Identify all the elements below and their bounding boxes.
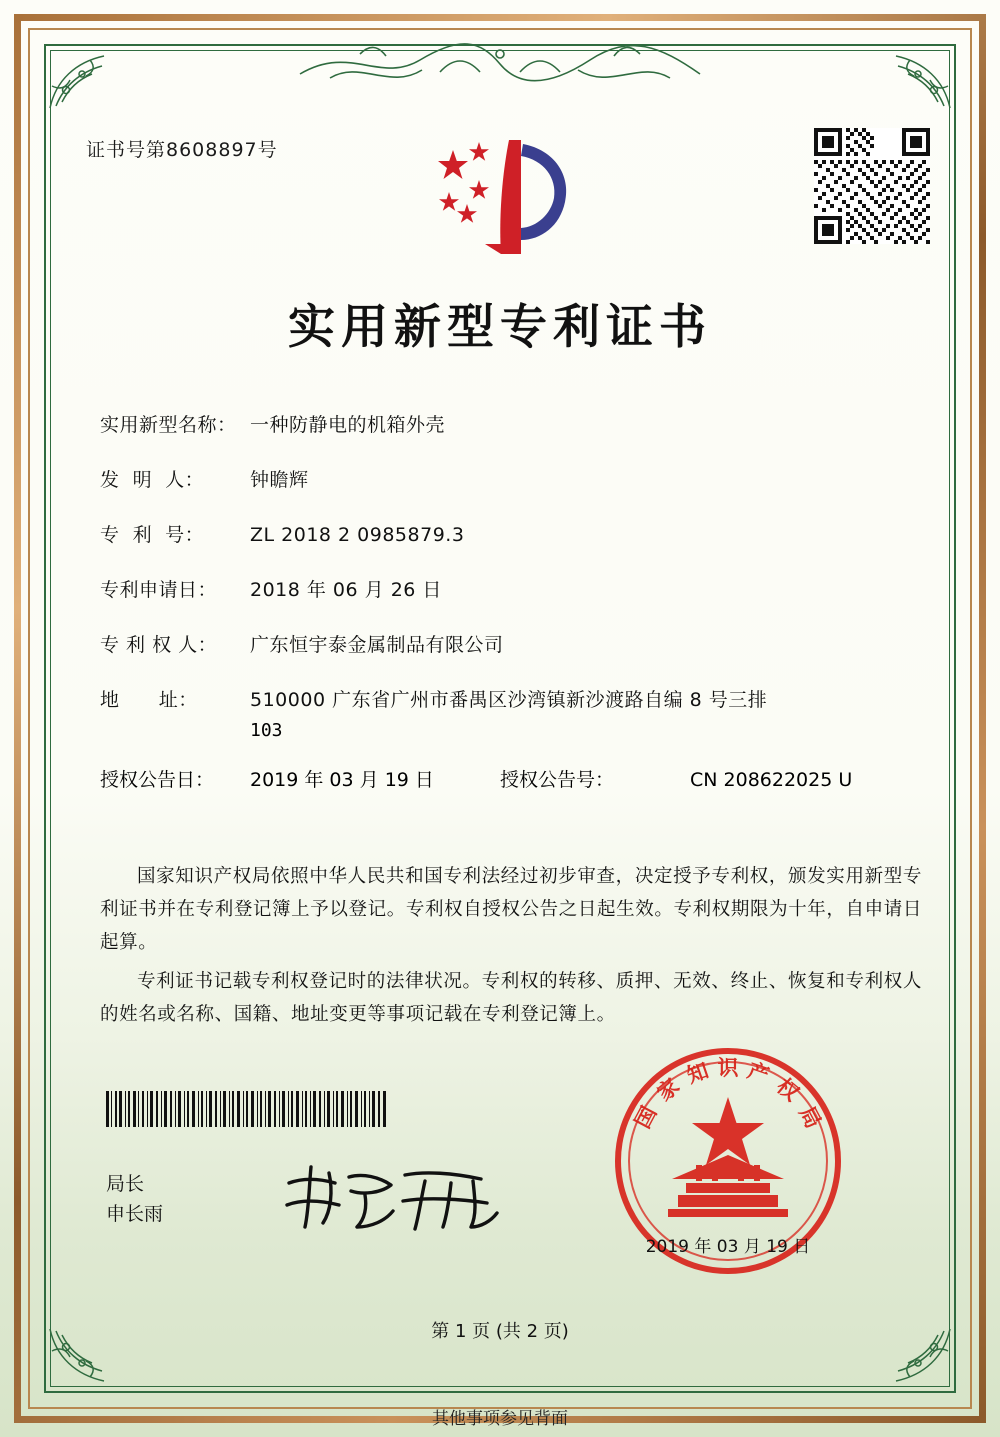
field-value: 广东恒宇泰金属制品有限公司 (250, 634, 504, 656)
field-row-address (100, 685, 920, 712)
svg-text:国: 国 (630, 1102, 662, 1133)
page-title: 实用新型专利证书 (288, 300, 712, 355)
director-name: 申长雨 (106, 1203, 164, 1225)
field-value: 2018 年 06 月 26 日 (250, 579, 442, 601)
grant-number-label: 授权公告号： (500, 769, 615, 791)
svg-text:权: 权 (772, 1073, 804, 1106)
field-address-continuation: 103 (250, 720, 283, 741)
director-block (106, 1169, 163, 1229)
director-signature (275, 1157, 515, 1237)
field-row-inventor (100, 465, 920, 492)
seal-date: 2019 年 03 月 19 日 (645, 1237, 811, 1257)
svg-text:家: 家 (652, 1073, 684, 1106)
svg-text:识: 识 (717, 1056, 739, 1080)
svg-text:产: 产 (744, 1058, 773, 1088)
svg-text:局: 局 (794, 1102, 826, 1133)
field-label: 实用新型名称： (100, 414, 237, 436)
certificate-content (60, 60, 940, 1377)
field-label: 地 址： (100, 689, 198, 711)
field-row-grant (100, 765, 920, 792)
director-role-label: 局长 (106, 1173, 145, 1195)
svg-text:知: 知 (683, 1058, 712, 1088)
grant-number-value: CN 208622025 U (690, 769, 853, 791)
qr-code (814, 128, 930, 244)
field-row-name (100, 410, 920, 437)
page-number: 第 1 页 (共 2 页) (431, 1321, 569, 1342)
legal-text-block (100, 860, 922, 1037)
field-value: 510000 广东省广州市番禺区沙湾镇新沙渡路自编 8 号三排 (250, 689, 768, 711)
field-row-patentee (100, 630, 920, 657)
field-label: 专 利 号： (100, 524, 205, 546)
field-label: 专利申请日： (100, 579, 218, 601)
legal-paragraph-1: 国家知识产权局依照中华人民共和国专利法经过初步审查，决定授予专利权，颁发实用新型专利证书并在专利登记簿上予以登记。专利权自授权公告之日起生效。专利权期限为十年，自申请日起算。 (100, 866, 922, 953)
field-value: ZL 2018 2 0985879.3 (250, 524, 465, 546)
field-label: 专 利 权 人： (100, 634, 218, 656)
field-value: 钟瞻辉 (250, 469, 309, 491)
footer-note: 其他事项参见背面 (432, 1409, 568, 1429)
field-row-patent-number (100, 520, 920, 547)
field-label: 发 明 人： (100, 469, 205, 491)
grant-date-label: 授权公告日： (100, 769, 215, 791)
field-value: 一种防静电的机箱外壳 (250, 414, 446, 436)
cnipa-logo-icon (405, 132, 595, 262)
grant-date-value: 2019 年 03 月 19 日 (250, 769, 434, 791)
legal-paragraph-2: 专利证书记载专利权登记时的法律状况。专利权的转移、质押、无效、终止、恢复和专利权人的姓名或名称、国籍、地址变更等事项记载在专利登记簿上。 (100, 971, 922, 1025)
field-list (100, 410, 920, 818)
field-row-application-date (100, 575, 920, 602)
barcode (106, 1091, 386, 1127)
certificate-number: 证书号第8608897号 (86, 139, 278, 161)
